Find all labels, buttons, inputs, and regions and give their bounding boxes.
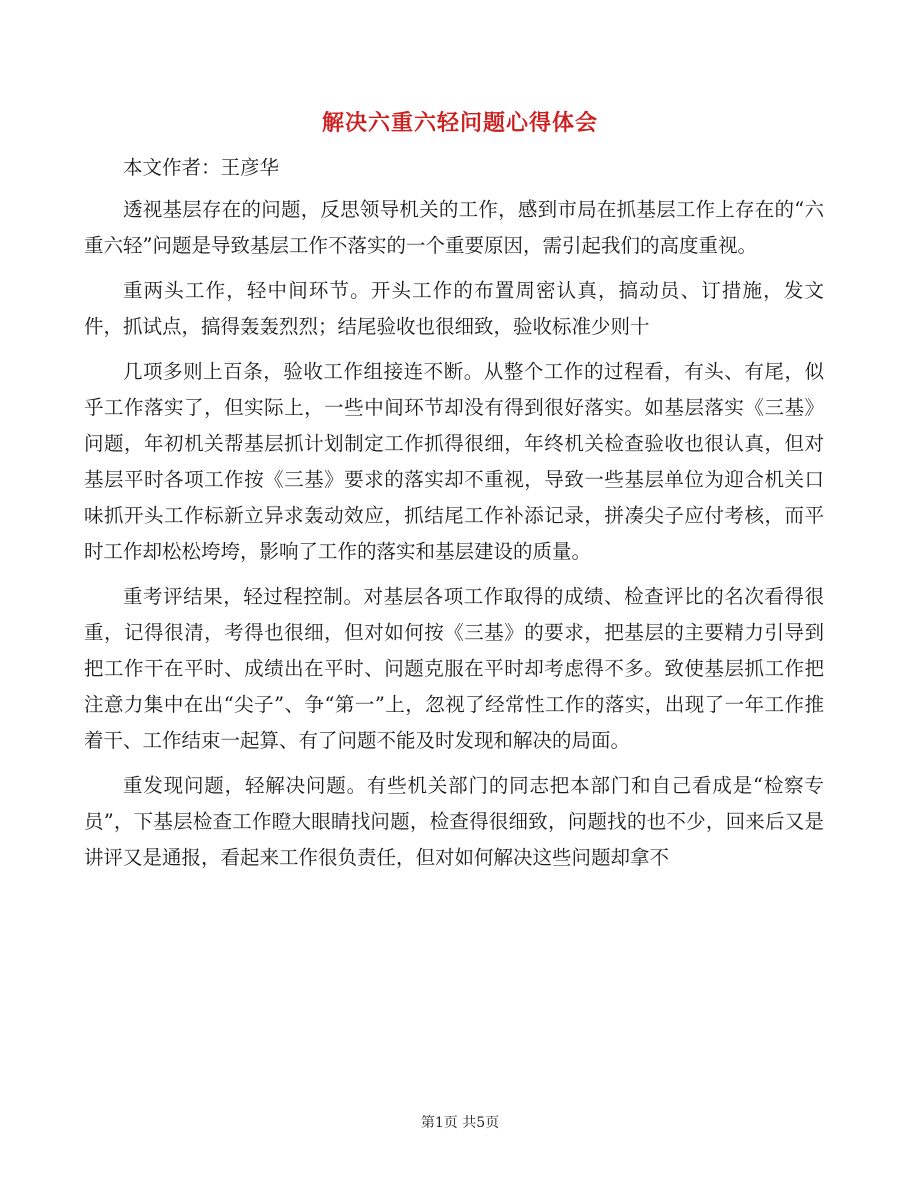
document-body — [84, 150, 824, 885]
paragraph-evaluation: 重考评结果，轻过程控制。对基层各项工作取得的成绩、检查评比的名次看得很重，记得很清，考得也很细，但对如何按《三基》的要求，把基层的主要精力引导到把工作干在平时、成绩出在平时、问题克服在平时却考虑得不多。致使基层抓工作把注意力集中在出“尖子”、争“第一”上，忽视了经常性工作的落实，出现了一年工作推着干、工作结束一起算、有了问题不能及时发现和解决的局面。 — [84, 585, 824, 752]
paragraph-intro: 透视基层存在的问题，反思领导机关的工作，感到市局在抓基层工作上存在的“六重六轻”问题是导致基层工作不落实的一个重要原因，需引起我们的高度重视。 — [84, 198, 824, 257]
paragraph-problems: 重发现问题，轻解决问题。有些机关部门的同志把本部门和自己看成是“检察专员”，下基层检查工作瞪大眼睛找问题，检查得很细致，问题找的也不少，回来后又是讲评又是通报，看起来工作很负责任，但对如何解决这些问题却拿不 — [84, 774, 824, 869]
paragraph-two-ends-continued: 几项多则上百条，验收工作组接连不断。从整个工作的过程看，有头、有尾，似乎工作落实了，但实际上，一些中间环节却没有得到很好落实。如基层落实《三基》问题，年初机关帮基层抓计划制定工作抓得很细，年终机关检查验收也很认真，但对基层平时各项工作按《三基》要求的落实却不重视，导致一些基层单位为迎合机关口味抓开头工作标新立异求轰动效应，抓结尾工作补添记录，拼凑尖子应付考核，而平时工作却松松垮垮，影响了工作的落实和基层建设的质量。 — [84, 360, 824, 563]
document-title: 解决六重六轻问题心得体会 — [321, 110, 598, 136]
page-footer: 第1页 共5页 — [420, 1115, 500, 1131]
author-line: 本文作者：王彦华 — [123, 156, 280, 179]
paragraph-two-ends: 重两头工作，轻中间环节。开头工作的布置周密认真，搞动员、订措施，发文件，抓试点，搞得轰轰烈烈；结尾验收也很细致，验收标准少则十 — [84, 279, 824, 338]
